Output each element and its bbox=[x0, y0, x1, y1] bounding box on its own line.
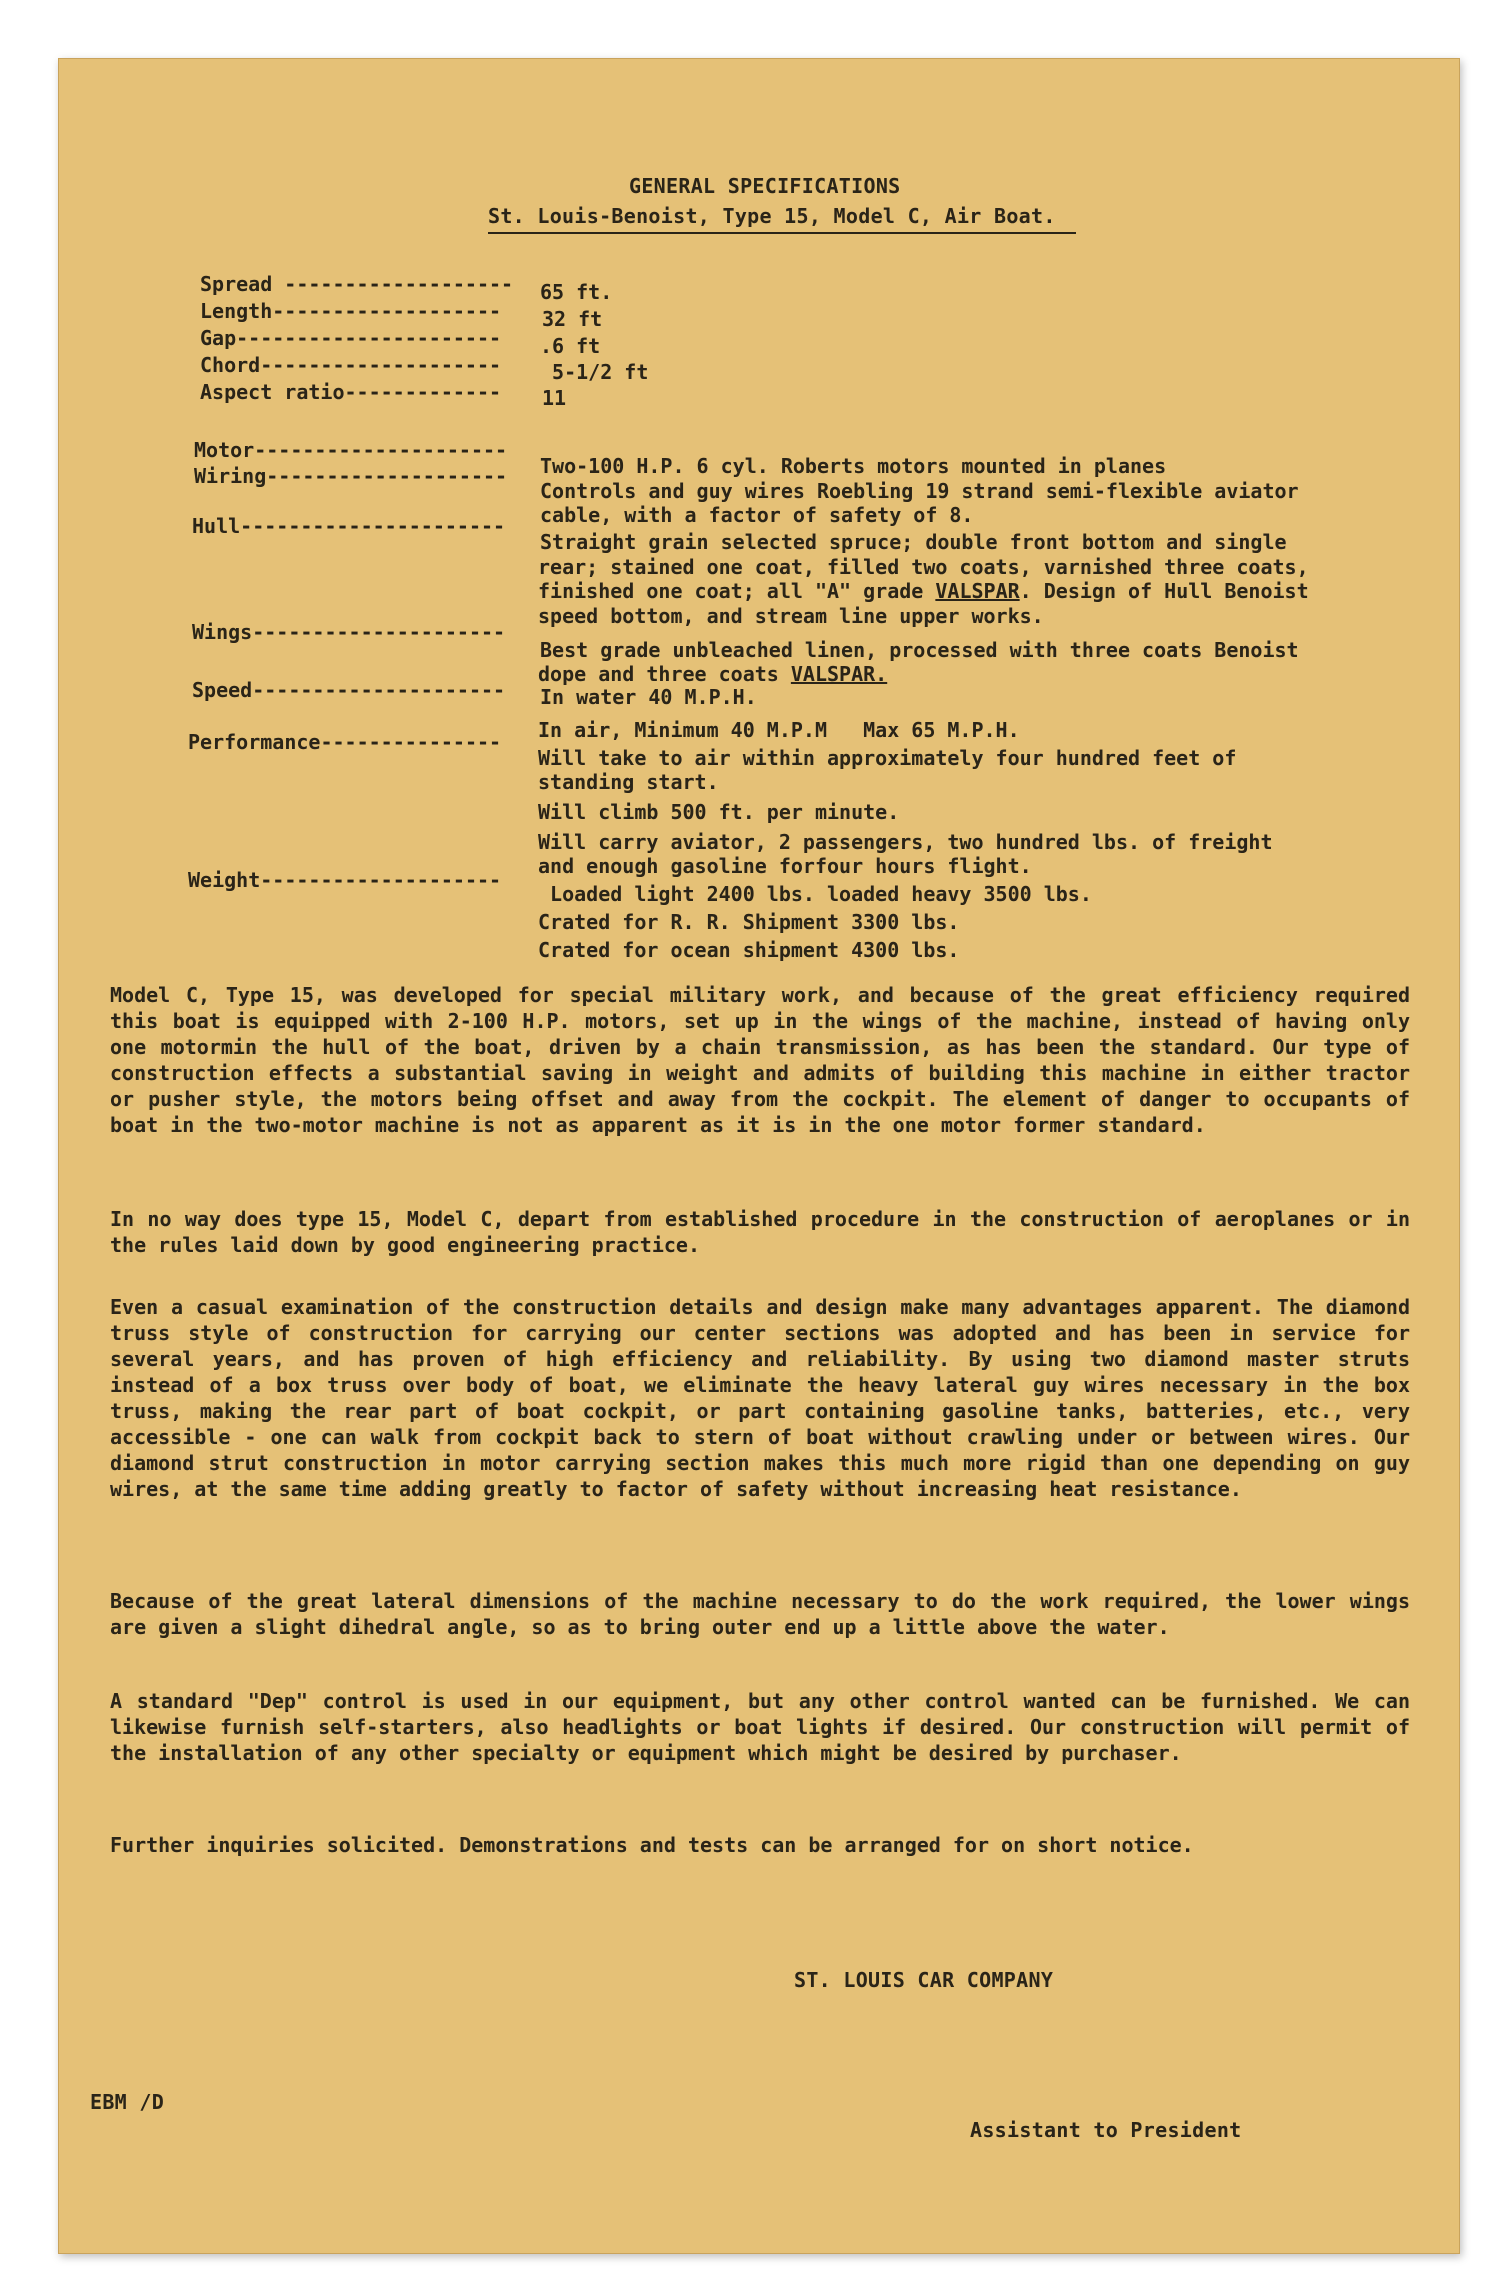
company-name: ST. LOUIS CAR COMPANY bbox=[794, 1968, 1054, 1992]
weight-line-1: Loaded light 2400 lbs. loaded heavy 3500 lbs. bbox=[538, 882, 1092, 906]
speed-line-2: In air, Minimum 40 M.P.M Max 65 M.P.H. bbox=[538, 718, 1020, 742]
weight-line-2: Crated for R. R. Shipment 3300 lbs. bbox=[538, 910, 960, 934]
hull-line-3: finished one coat; all "A" grade VALSPAR. Design of Hull Benoist bbox=[538, 579, 1309, 603]
spec-value-chord: 5-1/2 ft bbox=[540, 360, 649, 384]
performance-line-3: Will climb 500 ft. per minute. bbox=[538, 800, 900, 824]
wiring-label: Wiring-------------------- bbox=[194, 464, 508, 488]
spec-label-length: Length------------------- bbox=[200, 299, 502, 323]
weight-label: Weight-------------------- bbox=[188, 868, 502, 892]
performance-label: Performance--------------- bbox=[188, 730, 502, 754]
wings-line-2: dope and three coats VALSPAR. bbox=[538, 662, 888, 686]
wiring-line-1: Controls and guy wires Roebling 19 strand semi-flexible aviator bbox=[540, 479, 1299, 503]
page-title: GENERAL SPECIFICATIONS bbox=[629, 174, 901, 198]
paragraph-diamond-truss: Even a casual examination of the construction details and design make many advantages apparent. The diamond truss style of construction for carrying our center sections was adopted and has been in service for several years, and has proven of high efficiency and reliability. By using two diamond master struts instead of a box truss over body of boat, we eliminate the heavy lateral guy wires necessary in the box truss, making the rear part of boat cockpit, or part containing gasoline tanks, batteries, etc., very accessible - one can walk from cockpit back to stern of boat without crawling under or between wires. Our diamond strut construction in motor carrying section makes this much more rigid than one depending on guy wires, at the same time adding greatly to factor of safety without increasing heat resistance. bbox=[110, 1295, 1410, 1501]
wings-line-1: Best grade unbleached linen, processed with three coats Benoist bbox=[540, 638, 1299, 662]
performance-line-2: standing start. bbox=[538, 770, 719, 794]
motor-label: Motor--------------------- bbox=[194, 438, 508, 462]
performance-line-5: and enough gasoline forfour hours flight. bbox=[538, 854, 1032, 878]
spec-label-gap: Gap---------------------- bbox=[200, 326, 502, 350]
hull-line-2: rear; stained one coat, filled two coats, varnished three coats, bbox=[538, 555, 1309, 579]
valspar-brand: VALSPAR bbox=[935, 579, 1020, 603]
hull-line-1: Straight grain selected spruce; double front bottom and single bbox=[540, 530, 1287, 554]
signer-title: Assistant to President bbox=[970, 2118, 1242, 2142]
wiring-line-2: cable, with a factor of safety of 8. bbox=[540, 503, 974, 527]
spec-label-spread: Spread ------------------- bbox=[200, 272, 514, 296]
document-page bbox=[58, 58, 1460, 2254]
paragraph-inquiries: Further inquiries solicited. Demonstrations and tests can be arranged for on short notice. bbox=[110, 1833, 1194, 1857]
performance-line-1: Will take to air within approximately four hundred feet of bbox=[538, 746, 1237, 770]
page-subtitle: St. Louis-Benoist, Type 15, Model C, Air Boat. bbox=[488, 204, 1076, 234]
motor-value: Two-100 H.P. 6 cyl. Roberts motors mounted in planes bbox=[540, 454, 1167, 478]
speed-line-1: In water 40 M.P.H. bbox=[540, 685, 757, 709]
spec-value-gap: .6 ft bbox=[540, 334, 601, 358]
paragraph-procedure: In no way does type 15, Model C, depart from established procedure in the construction of aeroplanes or in the rules laid down by good engineering practice. bbox=[110, 1207, 1410, 1257]
weight-line-3: Crated for ocean shipment 4300 lbs. bbox=[538, 938, 960, 962]
spec-label-chord: Chord-------------------- bbox=[200, 353, 502, 377]
wings-label: Wings--------------------- bbox=[192, 620, 506, 644]
spec-value-aspect-ratio: 11 bbox=[542, 386, 567, 410]
paragraph-model-c: Model C, Type 15, was developed for special military work, and because of the great efficiency required this boat is equipped with 2-100 H.P. motors, set up in the wings of the machine, instead of having only one motormin the hull of the boat, driven by a chain transmission, as has been the standard. Our type of construction effects a substantial saving in weight and admits of building this machine in either tractor or pusher style, the motors being offset and away from the cockpit. The element of danger to occupants of boat in the two-motor machine is not as apparent as it is in the one motor former standard. bbox=[110, 983, 1410, 1137]
paragraph-control: A standard "Dep" control is used in our equipment, but any other control wanted can be furnished. We can likewise furnish self-starters, also headlights or boat lights if desired. Our construction will permit of the installation of any other specialty or equipment which might be desired by purchaser. bbox=[110, 1689, 1410, 1765]
speed-label: Speed--------------------- bbox=[192, 678, 506, 702]
typist-initials: EBM /D bbox=[90, 2090, 165, 2114]
paragraph-dihedral: Because of the great lateral dimensions of the machine necessary to do the work required, the lower wings are given a slight dihedral angle, so as to bring outer end up a little above the water. bbox=[110, 1589, 1410, 1639]
spec-label-aspect-ratio: Aspect ratio------------- bbox=[200, 380, 502, 404]
spec-value-spread: 65 ft. bbox=[540, 280, 613, 304]
valspar-brand: VALSPAR. bbox=[790, 662, 888, 686]
spec-value-length: 32 ft bbox=[542, 307, 603, 331]
performance-line-4: Will carry aviator, 2 passengers, two hundred lbs. of freight bbox=[538, 830, 1273, 854]
hull-label: Hull---------------------- bbox=[192, 514, 506, 538]
hull-line-4: speed bottom, and stream line upper works. bbox=[538, 604, 1044, 628]
